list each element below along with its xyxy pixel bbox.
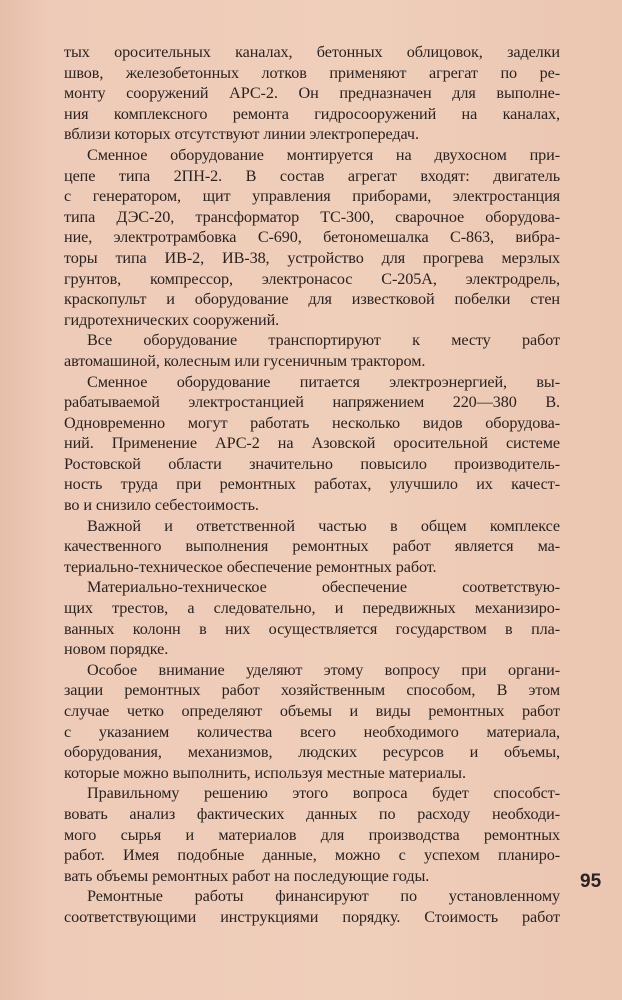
text-line: швов, железобетонных лотков применяют агрегат по ре- — [64, 63, 560, 82]
text-line: рабатываемой электростанцией напряжением 220—380 В. — [64, 393, 560, 412]
text-line: вать объемы ремонтных работ на последующие годы. — [64, 866, 430, 885]
paragraph-3 — [64, 330, 560, 371]
paragraph-9 — [64, 886, 560, 927]
text-line: грунтов, компрессор, электронасос С-205А, электродрель, — [64, 269, 560, 288]
text-line: работ. Имея подобные данные, можно с успехом планиро- — [64, 846, 560, 865]
text-line: вовать анализ фактических данных по расходу необходи- — [64, 804, 560, 823]
text-line: новом порядке. — [64, 640, 169, 659]
text-line: торы типа ИВ-2, ИВ-38, устройство для прогрева мерзлых — [64, 248, 560, 267]
text-line: оборудования, механизмов, людских ресурсов и объемы, — [64, 743, 560, 762]
paragraph-4 — [64, 372, 560, 516]
text-line: монту сооружений АРС-2. Он предназначен для выполне- — [64, 84, 560, 103]
text-line: Важной и ответственной частью в общем комплексе — [87, 516, 560, 535]
text-line: Все оборудование транспортируют к месту работ — [87, 331, 560, 350]
text-line: тых оросительных каналах, бетонных облицовок, заделки — [64, 43, 560, 61]
paragraph-7 — [64, 660, 560, 784]
text-line: зации ремонтных работ хозяйственным способом, В этом — [64, 681, 560, 700]
text-line: Ростовской области значительно повысило производитель- — [64, 454, 560, 473]
text-line: щих трестов, а следовательно, и передвижных механизиро- — [64, 599, 560, 618]
text-line: с генератором, щит управления приборами, электростанция — [64, 187, 560, 206]
text-line: Ремонтные работы финансируют по установленному — [87, 887, 560, 906]
paragraph-2 — [64, 145, 560, 330]
text-line: типа ДЭС-20, трансформатор ТС-300, сварочное оборудова- — [64, 207, 560, 226]
text-line: во и снизило себестоимость. — [64, 496, 259, 515]
text-line: соответствующими инструкциями порядку. Стоимость работ — [64, 907, 560, 926]
text-line: с указанием количества всего необходимого материала, — [64, 722, 560, 741]
paragraph-6 — [64, 577, 560, 659]
paragraph-1 — [64, 42, 560, 145]
text-line: Сменное оборудование монтируется на двухосном при- — [87, 145, 560, 164]
text-line: ность труда при ремонтных работах, улучшило их качест- — [64, 475, 560, 494]
page-number: 95 — [580, 871, 602, 892]
text-line: Материально-техническое обеспечение соответствую- — [87, 578, 560, 597]
paragraph-5 — [64, 516, 560, 578]
text-line: ний. Применение АРС-2 на Азовской оросительной системе — [64, 434, 560, 453]
text-line: Сменное оборудование питается электроэнергией, вы- — [87, 372, 560, 391]
text-line: вблизи которых отсутствуют линии электропередач. — [64, 125, 419, 144]
text-line: мого сырья и материалов для производства ремонтных — [64, 825, 560, 844]
text-line: гидротехнических сооружений. — [64, 310, 280, 329]
text-line: автомашиной, колесным или гусеничным трактором. — [64, 351, 426, 370]
body-text — [64, 42, 560, 928]
text-line: ванных колонн в них осуществляется государством в пла- — [64, 619, 560, 638]
text-line: Особое внимание уделяют этому вопросу при органи- — [87, 660, 560, 679]
text-line: териально-техническое обеспечение ремонтных работ. — [64, 557, 437, 576]
text-line: цепе типа 2ПН-2. В состав агрегат входят: двигатель — [64, 166, 560, 185]
text-line: Одновременно могут работать несколько видов оборудова- — [64, 413, 560, 432]
text-line: ния комплексного ремонта гидросооружений на каналах, — [64, 104, 560, 123]
paragraph-8 — [64, 783, 560, 886]
text-line: краскопульт и оборудование для известковой побелки стен — [64, 290, 560, 309]
text-line: Правильному решению этого вопроса будет способст- — [87, 784, 560, 803]
text-line: качественного выполнения ремонтных работ является ма- — [64, 537, 560, 556]
text-line: случае четко определяют объемы и виды ремонтных работ — [64, 702, 560, 720]
text-line: которые можно выполнить, используя местные материалы. — [64, 763, 466, 782]
text-line: ние, электротрамбовка С-690, бетономешалка С-863, вибра- — [64, 228, 560, 247]
